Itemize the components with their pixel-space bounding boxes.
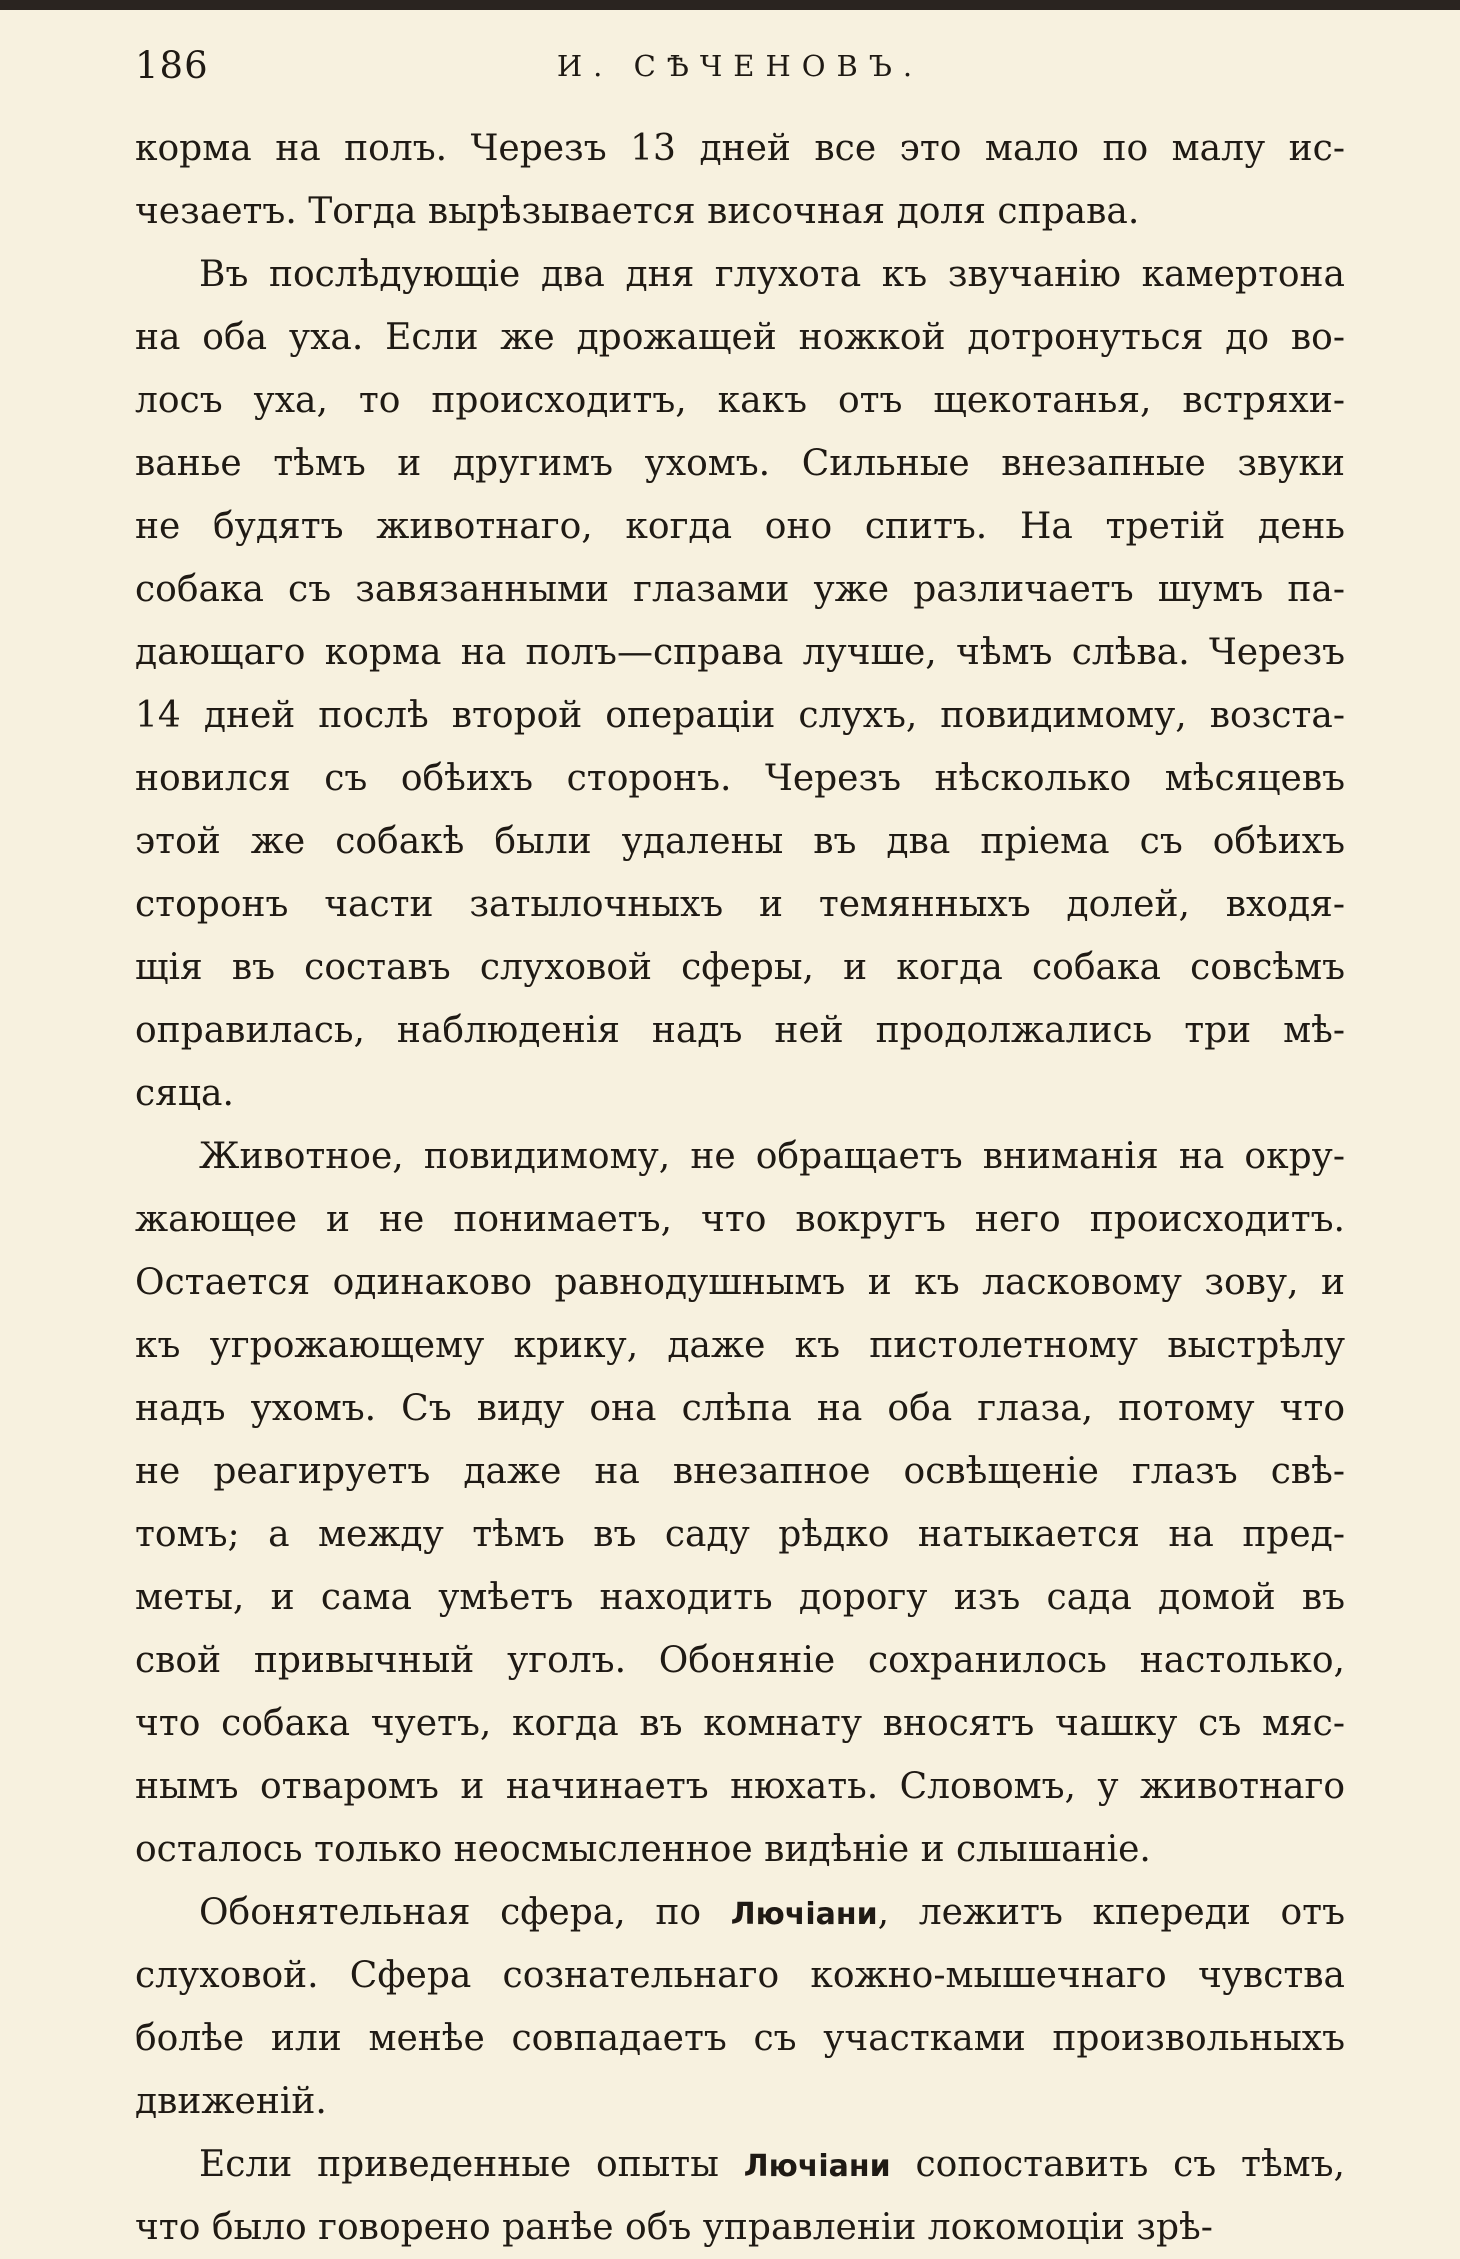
text-segment: дающаго корма на полъ—справа лучше, чѣмъ слѣва. Черезъ — [135, 632, 1345, 673]
text-segment: корма на полъ. Черезъ 13 дней все это мало по малу ис- — [135, 128, 1345, 169]
text-line — [135, 1377, 1345, 1440]
text-segment: движеній. — [135, 2081, 327, 2122]
text-segment: 14 дней послѣ второй операціи слухъ, повидимому, возста- — [135, 695, 1345, 736]
text-segment: свой привычный уголъ. Обоняніе сохранилось настолько, — [135, 1640, 1345, 1681]
top-rule — [0, 0, 1460, 10]
text-segment: лосъ уха, то происходитъ, какъ отъ щекотанья, встряхи- — [135, 380, 1345, 421]
text-line — [135, 495, 1345, 558]
text-segment: на оба уха. Если же дрожащей ножкой дотронуться до во- — [135, 317, 1345, 358]
text-line — [135, 1503, 1345, 1566]
text-segment: Остается одинаково равнодушнымъ и къ ласковому зову, и — [135, 1262, 1345, 1303]
text-segment: осталось только неосмысленное видѣніе и слышаніе. — [135, 1829, 1151, 1870]
text-line — [135, 1818, 1345, 1881]
text-line — [135, 558, 1345, 621]
text-line — [135, 1314, 1345, 1377]
text-segment: слуховой. Сфера сознательнаго кожно-мышечнаго чувства — [135, 1955, 1345, 1996]
text-line — [135, 1566, 1345, 1629]
text-line — [135, 1755, 1345, 1818]
text-segment: къ угрожающему крику, даже къ пистолетному выстрѣлу — [135, 1325, 1345, 1366]
paragraph — [135, 1881, 1345, 2133]
text-segment: сопоставить съ тѣмъ, — [890, 2144, 1345, 2185]
text-line — [135, 1881, 1345, 1944]
paragraph — [135, 243, 1345, 1125]
text-line — [135, 747, 1345, 810]
text-line — [135, 999, 1345, 1062]
text-segment: томъ; а между тѣмъ въ саду рѣдко натыкается на пред- — [135, 1514, 1345, 1555]
text-segment: новился съ обѣихъ сторонъ. Черезъ нѣсколько мѣсяцевъ — [135, 758, 1345, 799]
text-line — [135, 180, 1345, 243]
text-segment: болѣе или менѣе совпадаетъ съ участками произвольныхъ — [135, 2018, 1345, 2059]
text-line — [135, 369, 1345, 432]
text-line — [135, 684, 1345, 747]
author-name: Лючіани — [743, 2149, 891, 2184]
text-line — [135, 1062, 1345, 1125]
text-segment: Если приведенные опыты — [199, 2144, 744, 2185]
text-segment: надъ ухомъ. Съ виду она слѣпа на оба глаза, потому что — [135, 1388, 1345, 1429]
text-line — [135, 873, 1345, 936]
text-segment: что было говорено ранѣе объ управленіи локомоціи зрѣ- — [135, 2207, 1213, 2248]
text-line — [135, 1188, 1345, 1251]
text-segment: оправилась, наблюденія надъ ней продолжались три мѣ- — [135, 1010, 1345, 1051]
paragraph — [135, 117, 1345, 243]
page-number: 186 — [135, 44, 209, 87]
text-segment: меты, и сама умѣетъ находить дорогу изъ сада домой въ — [135, 1577, 1345, 1618]
text-line — [135, 306, 1345, 369]
text-line — [135, 1692, 1345, 1755]
text-line — [135, 1944, 1345, 2007]
text-line — [135, 2007, 1345, 2070]
paragraph — [135, 1125, 1345, 1881]
text-line — [135, 432, 1345, 495]
text-line — [135, 2196, 1345, 2259]
text-segment: ванье тѣмъ и другимъ ухомъ. Сильные внезапные звуки — [135, 443, 1345, 484]
text-segment: не реагируетъ даже на внезапное освѣщеніе глазъ свѣ- — [135, 1451, 1345, 1492]
text-segment: щія въ составъ слуховой сферы, и когда собака совсѣмъ — [135, 947, 1345, 988]
text-segment: этой же собакѣ были удалены въ два пріема съ обѣихъ — [135, 821, 1345, 862]
text-segment: нымъ отваромъ и начинаетъ нюхать. Словомъ, у животнаго — [135, 1766, 1345, 1807]
text-segment: жающее и не понимаетъ, что вокругъ него происходитъ. — [135, 1199, 1345, 1240]
text-segment: собака съ завязанными глазами уже различаетъ шумъ па- — [135, 569, 1345, 610]
text-segment: Обонятельная сфера, по — [199, 1892, 731, 1933]
text-line — [135, 1125, 1345, 1188]
text-line — [135, 117, 1345, 180]
running-head: И. СѢЧЕНОВЪ. — [556, 49, 924, 83]
text-body — [135, 117, 1345, 2259]
text-line — [135, 243, 1345, 306]
text-line — [135, 1251, 1345, 1314]
page-header — [135, 40, 1345, 100]
text-segment: не будятъ животнаго, когда оно спитъ. На третій день — [135, 506, 1345, 547]
text-segment: сторонъ части затылочныхъ и темянныхъ долей, входя- — [135, 884, 1345, 925]
text-line — [135, 1629, 1345, 1692]
author-name: Лючіани — [730, 1897, 878, 1932]
text-line — [135, 1440, 1345, 1503]
text-segment: , лежитъ кпереди отъ — [877, 1892, 1345, 1933]
text-line — [135, 2133, 1345, 2196]
paragraph — [135, 2133, 1345, 2259]
text-segment: Животное, повидимому, не обращаетъ вниманія на окру- — [199, 1136, 1345, 1177]
text-line — [135, 2070, 1345, 2133]
text-line — [135, 810, 1345, 873]
text-line — [135, 621, 1345, 684]
text-line — [135, 936, 1345, 999]
text-segment: сяца. — [135, 1073, 234, 1114]
text-segment: Въ послѣдующіе два дня глухота къ звучанію камертона — [199, 254, 1345, 295]
text-segment: что собака чуетъ, когда въ комнату вносятъ чашку съ мяс- — [135, 1703, 1345, 1744]
text-segment: чезаетъ. Тогда вырѣзывается височная доля справа. — [135, 191, 1140, 232]
